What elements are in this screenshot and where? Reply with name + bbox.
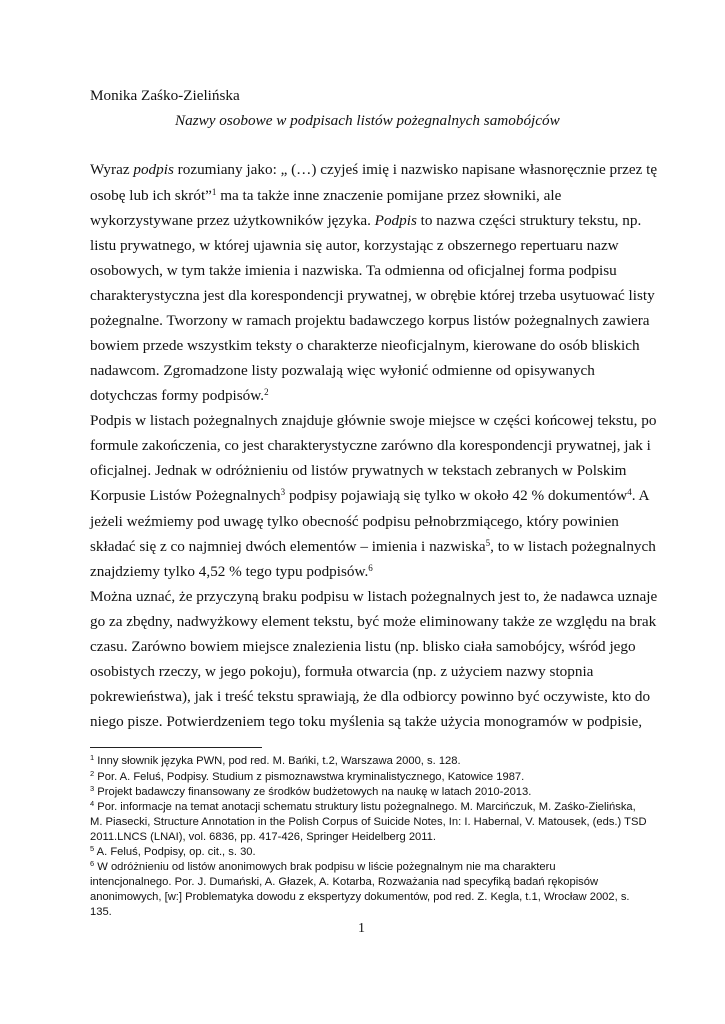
- footnote: $^3$ Projekt badawczy finansowany ze środków budżetowych na naukę w latach 2010-2013.: [90, 784, 532, 798]
- body-line: Można uznać, że przyczyną braku podpisu w listach pożegnalnych jest to, że nadawca uznaje: [90, 588, 658, 605]
- footnote-continuation: anonimowych, [w:] Problematyka dowodu z ekspertyzy dokumentów, pod red. Z. Kegla, t.1, Wrocław 2002, s.: [90, 891, 630, 903]
- body-line: Korpusie Listów Pożegnalnych$^3$ podpisy pojawiają się tylko w około 42 % dokumentów$^4$. A: [90, 487, 650, 504]
- footnote-continuation: intencjonalnego. Por. J. Dumański, A. Głazek, A. Kotarba, Rozważania nad specyfiką badań rękopisów: [90, 876, 599, 888]
- footnote-ref: 2: [264, 387, 269, 397]
- footnote-ref: 6: [368, 563, 373, 573]
- body-line: osobistych rzeczy, w jego pokoju), formuła otwarcia (np. z użyciem nazwy stopnia: [90, 663, 594, 680]
- footnote-continuation: 2011.LNCS (LNAI), vol. 6836, pp. 417-426, Springer Heidelberg 2011.: [90, 831, 436, 843]
- page-number: 1: [358, 921, 365, 936]
- footnote-ref: 5: [485, 538, 491, 548]
- body-line: Podpis w listach pożegnalnych znajduje głównie swoje miejsce w części końcowej tekstu, po: [90, 412, 657, 429]
- body-line: go za zbędny, nadwyżkowy element tekstu, być może eliminowany także ze względu na brak: [90, 613, 657, 630]
- footnote-separator: [90, 747, 262, 748]
- body-line: bowiem przede wszystkim teksty o charakterze nieoficjalnym, kierowane do osób bliskich: [90, 337, 640, 354]
- footnote: $^5$ A. Feluś, Podpisy, op. cit., s. 30.: [90, 844, 256, 858]
- footnote-ref: 3: [280, 487, 286, 497]
- body-line: czasu. Zarówno bowiem miejsce znalezienia listu (np. blisko ciała samobójcy, wśród jego: [90, 638, 636, 655]
- paper-title: Nazwy osobowe w podpisach listów pożegnalnych samobójców: [175, 112, 560, 129]
- footnote-ref: 1: [211, 187, 217, 197]
- body-line: dotychczas formy podpisów.$^2$: [90, 387, 269, 404]
- footnote: $^6$ W odróżnieniu od listów anonimowych brak podpisu w liście pożegnalnym nie ma charakteru: [90, 859, 556, 873]
- body-line: osobowych, w tym także imienia i nazwiska. Ta odmienna od oficjalnej forma podpisu: [90, 262, 617, 279]
- footnote-continuation: M. Piasecki, Structure Annotation in the Polish Corpus of Suicide Notes, In: I. Habernal, V. Matousek, (eds.) TSD: [90, 816, 647, 828]
- body-line: składać się z co najmniej dwóch elementów – imienia i nazwiska$^5$, to w listach pożegnalnych: [90, 538, 656, 555]
- footnote: $^4$ Por. informacje na temat anotacji schematu struktury listu pożegnalnego. M. Marcińczuk, M. Zaśko-Zielińska,: [90, 799, 636, 813]
- body-line: charakterystyczna jest dla korespondencji prywatnej, w obrębie której trzeba usytuować listy: [90, 287, 655, 304]
- footnote-continuation: 135.: [90, 906, 112, 918]
- author-name: Monika Zaśko-Zielińska: [90, 87, 240, 104]
- body-line: nadawcom. Zgromadzone listy pozwalają więc wyłonić odmienne od opisywanych: [90, 362, 595, 379]
- body-line: niego pisze. Potwierdzeniem tego toku myślenia są także użycia monogramów w podpisie,: [90, 713, 643, 730]
- body-line: pokrewieństwa), jak i treść tekstu sprawiają, że dla odbiorcy powinno być oczywiste, kto do: [90, 688, 651, 705]
- footnote: $^1$ Inny słownik języka PWN, pod red. M. Bańki, t.2, Warszawa 2000, s. 128.: [90, 753, 461, 767]
- body-line: osobę lub ich skrót”$^1$ ma ta także inne znaczenie pomijane przez słowniki, ale: [90, 187, 562, 204]
- body-line: listu prywatnego, w której ujawnia się autor, korzystając z obszernego repertuaru nazw: [90, 237, 619, 254]
- footnote-ref: 4: [627, 487, 632, 497]
- footnote: $^2$ Por. A. Feluś, Podpisy. Studium z pismoznawstwa kryminalistycznego, Katowice 1987.: [90, 769, 525, 783]
- body-line: wykorzystywane przez użytkowników języka. Podpis to nazwa części struktury tekstu, np.: [90, 212, 642, 229]
- body-line: pożegnalne. Tworzony w ramach projektu badawczego korpus listów pożegnalnych zawiera: [90, 312, 650, 329]
- body-line: formule zakończenia, co jest charakterystyczne zarówno dla korespondencji prywatnej, jak i: [90, 437, 651, 454]
- body-line: jeżeli weźmiemy pod uwagę tylko obecność podpisu pełnobrzmiącego, który powinien: [90, 513, 619, 530]
- body-line: znajdziemy tylko 4,52 % tego typu podpisów.$^6$: [90, 563, 373, 580]
- body-line: Wyraz podpis rozumiany jako: „ (…) czyjeś imię i nazwisko napisane własnoręcznie przez tę: [90, 161, 658, 178]
- body-line: oficjalnej. Jednak w odróżnieniu od listów prywatnych w tekstach zebranych w Polskim: [90, 462, 627, 479]
